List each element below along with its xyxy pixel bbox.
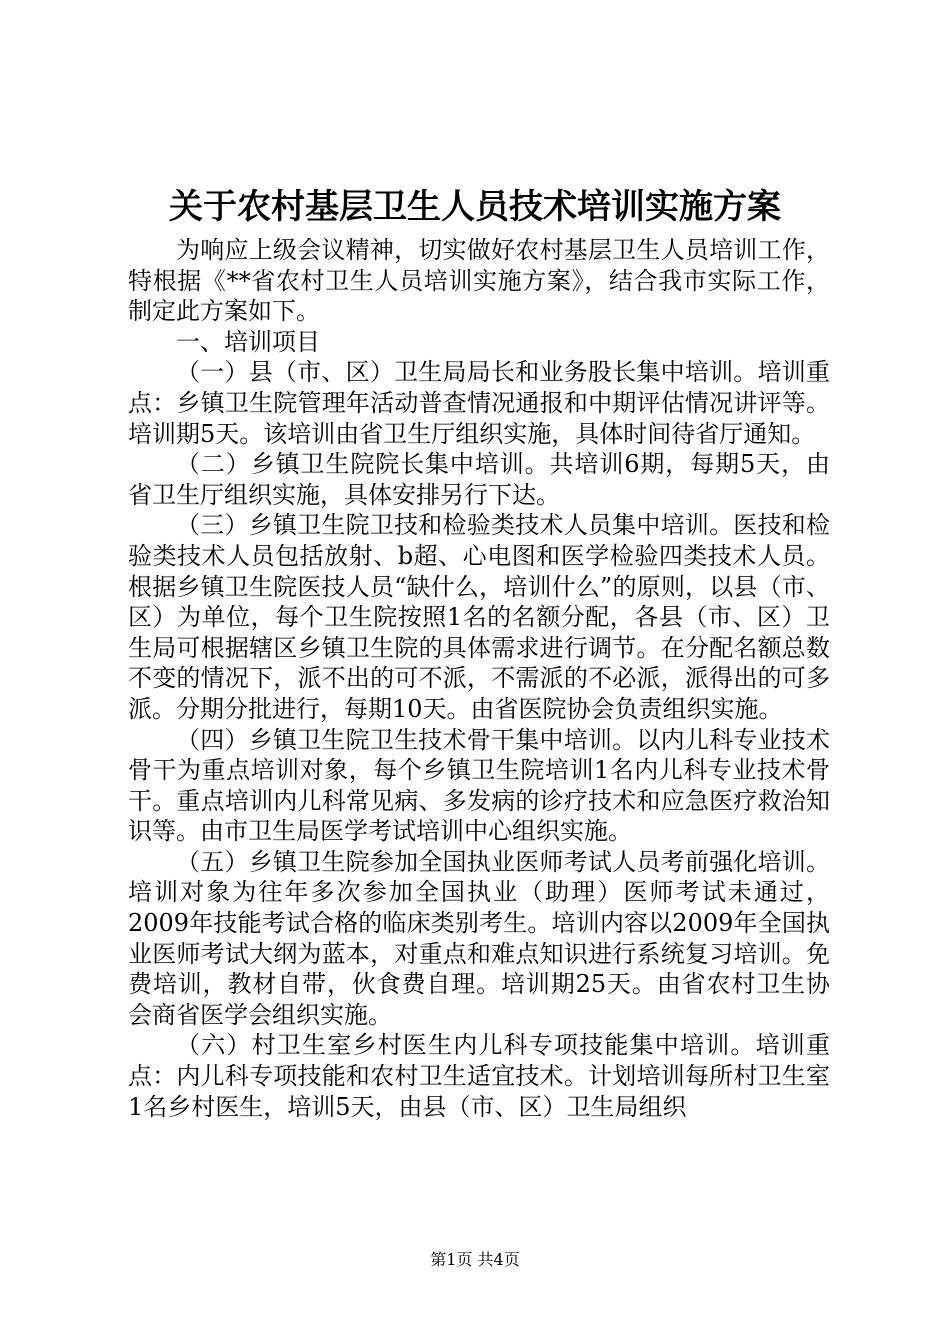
item-1-paragraph: （一）县（市、区）卫生局局长和业务股长集中培训。培训重点：乡镇卫生院管理年活动普查情况通报和中期评估情况讲评等。培训期5天。该培训由省卫生厅组织实施，具体时间待省厅通知。	[128, 358, 830, 448]
item-3-paragraph: （三）乡镇卫生院卫技和检验类技术人员集中培训。医技和检验类技术人员包括放射、b超、心电图和医学检验四类技术人员。根据乡镇卫生院医技人员“缺什么，培训什么”的原则，以县（市、区）为单位，每个卫生院按照1名的名额分配，各县（市、区）卫生局可根据辖区乡镇卫生院的具体需求进行调节。在分配名额总数不变的情况下，派不出的可不派，不需派的不必派，派得出的可多派。分期分批进行，每期10天。由省医院协会负责组织实施。	[128, 511, 830, 723]
intro-paragraph: 为响应上级会议精神，切实做好农村基层卫生人员培训工作，特根据《**省农村卫生人员培训实施方案》，结合我市实际工作，制定此方案如下。	[128, 236, 830, 326]
document-body	[128, 235, 830, 1122]
section-heading-training-items: 一、培训项目	[176, 327, 320, 356]
document-title: 关于农村基层卫生人员技术培训实施方案	[169, 187, 781, 227]
item-5-paragraph: （五）乡镇卫生院参加全国执业医师考试人员考前强化培训。培训对象为往年多次参加全国执业（助理）医师考试未通过，2009年技能考试合格的临床类别考生。培训内容以2009年全国执业医师考试大纲为蓝本，对重点和难点知识进行系统复习培训。免费培训，教材自带，伙食费自理。培训期25天。由省农村卫生协会商省医学会组织实施。	[128, 847, 830, 1029]
page-number-footer: 第1页 共4页	[430, 1250, 520, 1269]
item-2-paragraph: （二）乡镇卫生院院长集中培训。共培训6期，每期5天，由省卫生厅组织实施，具体安排另行下达。	[128, 450, 830, 509]
item-6-paragraph: （六）村卫生室乡村医生内儿科专项技能集中培训。培训重点：内儿科专项技能和农村卫生适宜技术。计划培训每所村卫生室1名乡村医生，培训5天，由县（市、区）卫生局组织	[128, 1031, 830, 1121]
item-4-paragraph: （四）乡镇卫生院卫生技术骨干集中培训。以内儿科专业技术骨干为重点培训对象，每个乡镇卫生院培训1名内儿科专业技术骨干。重点培训内儿科常见病、多发病的诊疗技术和应急医疗救治知识等。由市卫生局医学考试培训中心组织实施。	[128, 725, 830, 846]
